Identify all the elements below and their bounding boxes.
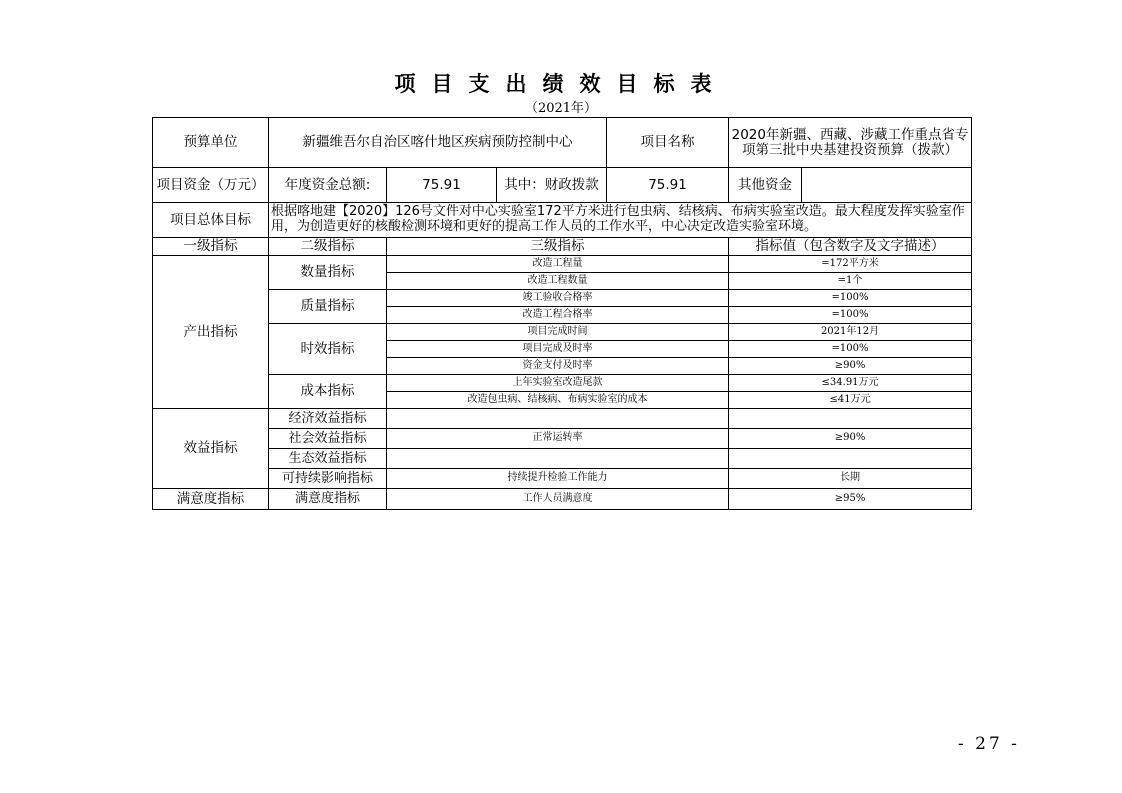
indicator-name: 资金支付及时率	[387, 358, 729, 375]
cost-indicator-label: 成本指标	[269, 375, 387, 409]
benefit-indicator-label: 效益指标	[153, 409, 269, 489]
quality-indicator-label: 质量指标	[269, 290, 387, 324]
indicator-value: ≥95%	[729, 489, 972, 510]
indicator-value: =100%	[729, 341, 972, 358]
funds-label: 项目资金（万元）	[153, 168, 269, 203]
annual-total-value: 75.91	[387, 168, 497, 203]
output-indicator-label: 产出指标	[153, 256, 269, 409]
other-funds-label: 其他资金	[729, 168, 802, 203]
sustainable-impact-label: 可持续影响指标	[269, 469, 387, 489]
indicator-name: 竣工验收合格率	[387, 290, 729, 307]
indicator-name: 上年实验室改造尾款	[387, 375, 729, 392]
annual-total-label: 年度资金总额:	[269, 168, 387, 203]
indicator-value: ≤34.91万元	[729, 375, 972, 392]
indicator-name	[387, 449, 729, 469]
social-benefit-label: 社会效益指标	[269, 429, 387, 449]
col-level1: 一级指标	[153, 238, 269, 256]
col-level3: 三级指标	[387, 238, 729, 256]
budget-unit-label: 预算单位	[153, 118, 269, 168]
indicator-value: =100%	[729, 290, 972, 307]
indicator-value: ≥90%	[729, 429, 972, 449]
economic-benefit-label: 经济效益指标	[269, 409, 387, 429]
timeliness-indicator-label: 时效指标	[269, 324, 387, 375]
ecological-benefit-label: 生态效益指标	[269, 449, 387, 469]
indicator-name: 改造包虫病、结核病、布病实验室的成本	[387, 392, 729, 409]
indicator-value: =100%	[729, 307, 972, 324]
indicator-value: =1个	[729, 273, 972, 290]
performance-table	[152, 117, 972, 510]
col-level2: 二级指标	[269, 238, 387, 256]
indicator-name	[387, 409, 729, 429]
project-name-value: 2020年新疆、西藏、涉藏工作重点省专项第三批中央基建投资预算（拨款）	[729, 118, 972, 168]
goal-label: 项目总体目标	[153, 203, 269, 238]
indicator-value	[729, 409, 972, 429]
indicator-value: ≤41万元	[729, 392, 972, 409]
indicator-name: 持续提升检验工作能力	[387, 469, 729, 489]
indicator-value	[729, 449, 972, 469]
quantity-indicator-label: 数量指标	[269, 256, 387, 290]
fiscal-label: 其中：财政拨款	[497, 168, 607, 203]
page-number: - 27 -	[958, 734, 1020, 754]
indicator-name: 改造工程量	[387, 256, 729, 273]
goal-text: 根据喀地建【2020】126号文件对中心实验室172平方米进行包虫病、结核病、布病实验室改造。最大程度发挥实验室作用，为创造更好的核酸检测环境和更好的提高工作人员的工作水平，中心决定改造实验室环境。	[269, 203, 972, 238]
indicator-value: 2021年12月	[729, 324, 972, 341]
indicator-value: 长期	[729, 469, 972, 489]
indicator-value: =172平方米	[729, 256, 972, 273]
indicator-name: 改造工程合格率	[387, 307, 729, 324]
col-value: 指标值（包含数字及文字描述）	[729, 238, 972, 256]
budget-unit-value: 新疆维吾尔自治区喀什地区疾病预防控制中心	[269, 118, 607, 168]
fiscal-value: 75.91	[607, 168, 729, 203]
indicator-name: 正常运转率	[387, 429, 729, 449]
year-label: （2021年）	[524, 101, 598, 116]
page-title: 项目支出绩效目标表	[394, 71, 728, 96]
project-name-label: 项目名称	[607, 118, 729, 168]
satisfaction-sub-label: 满意度指标	[269, 489, 387, 510]
other-funds-value	[802, 168, 972, 203]
indicator-name: 工作人员满意度	[387, 489, 729, 510]
indicator-value: ≥90%	[729, 358, 972, 375]
indicator-name: 项目完成时间	[387, 324, 729, 341]
satisfaction-indicator-label: 满意度指标	[153, 489, 269, 510]
indicator-name: 项目完成及时率	[387, 341, 729, 358]
indicator-name: 改造工程数量	[387, 273, 729, 290]
